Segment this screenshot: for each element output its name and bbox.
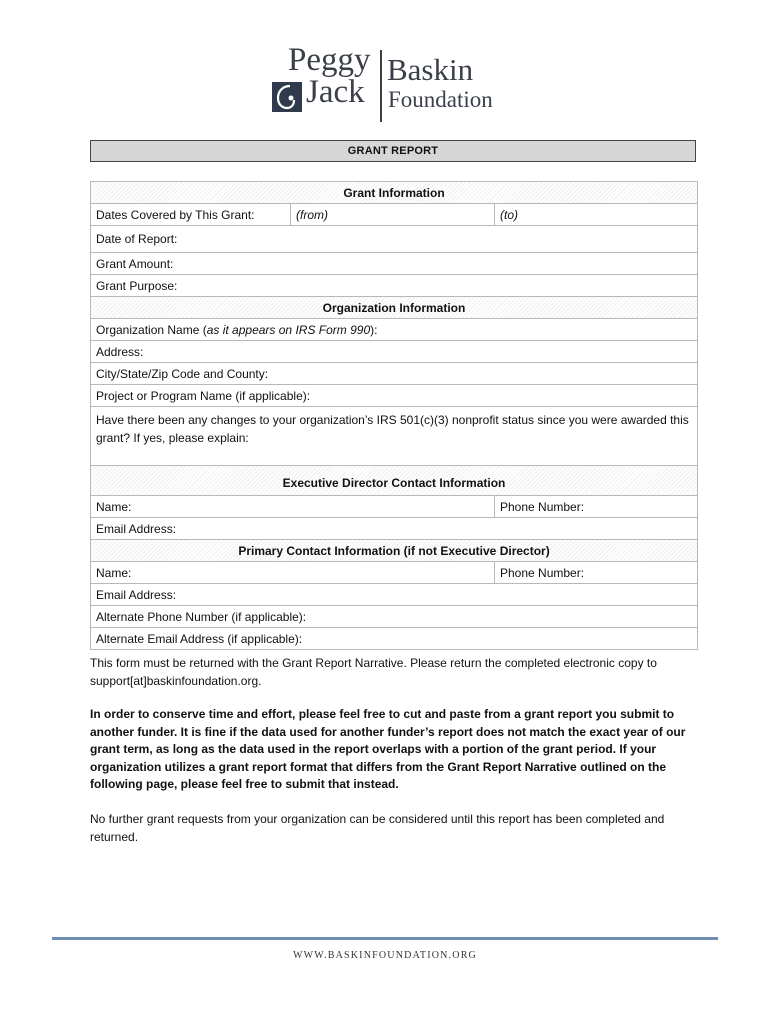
grant-amount-field[interactable]: Grant Amount: — [91, 253, 698, 275]
date-from-placeholder: (from) — [296, 207, 328, 222]
pc-name-field[interactable]: Name: — [91, 562, 495, 584]
conserve-effort-paragraph: In order to conserve time and effort, please feel free to cut and paste from a grant report you submit to another funder. It is fine if the data used for another funder’s report does not match the exact year of our grant term, as long as the data used in the report overlaps with a portion of the grant period. If your organization utilizes a grant report format that differs from the Grant Report Narrative outlined on the following page, please feel free to submit that instead. — [90, 707, 686, 791]
foundation-logo — [270, 44, 510, 128]
org-name-label-italic: as it appears on IRS Form 990 — [206, 322, 371, 337]
ed-phone-field[interactable]: Phone Number: — [495, 496, 698, 518]
alt-phone-field[interactable]: Alternate Phone Number (if applicable): — [91, 606, 698, 628]
footer-website: WWW.BASKINFOUNDATION.ORG — [293, 950, 477, 961]
logo-word-peggy: Peggy — [288, 42, 371, 78]
logo-divider — [380, 50, 382, 122]
address-field[interactable]: Address: — [91, 341, 698, 363]
logo-mark-icon — [272, 82, 302, 112]
pc-phone-field[interactable]: Phone Number: — [495, 562, 698, 584]
project-name-field[interactable]: Project or Program Name (if applicable): — [91, 385, 698, 407]
section-grant-information: Grant Information — [91, 182, 698, 204]
city-state-zip-field[interactable]: City/State/Zip Code and County: — [91, 363, 698, 385]
section-organization-information: Organization Information — [91, 297, 698, 319]
grant-purpose-field[interactable]: Grant Purpose: — [91, 275, 698, 297]
date-from-field[interactable] — [291, 204, 495, 226]
alt-email-field[interactable]: Alternate Email Address (if applicable): — [91, 628, 698, 650]
org-name-label-prefix: Organization Name ( — [96, 322, 207, 337]
logo-word-foundation: Foundation — [388, 87, 493, 112]
grant-report-form — [90, 181, 698, 650]
dates-covered-label: Dates Covered by This Grant: — [91, 204, 291, 226]
ed-email-field[interactable]: Email Address: — [91, 518, 698, 540]
page-title: GRANT REPORT — [90, 140, 696, 162]
date-to-field[interactable] — [495, 204, 698, 226]
status-changes-field[interactable]: Have there been any changes to your organization’s IRS 501(c)(3) nonprofit status since you were awarded this grant? If yes, please explain: — [91, 407, 698, 466]
org-name-label-suffix: ): — [370, 322, 378, 337]
section-executive-director-contact: Executive Director Contact Information — [91, 466, 698, 496]
ed-name-field[interactable]: Name: — [91, 496, 495, 518]
date-of-report-field[interactable]: Date of Report: — [91, 226, 698, 253]
logo-word-jack: Jack — [306, 74, 365, 110]
section-primary-contact: Primary Contact Information (if not Executive Director) — [91, 540, 698, 562]
logo-word-baskin: Baskin — [387, 52, 474, 87]
footer-divider — [52, 937, 718, 940]
return-instructions-paragraph: This form must be returned with the Grant Report Narrative. Please return the completed electronic copy to support[at]baskinfoundation.org. — [90, 656, 657, 688]
no-further-requests-paragraph: No further grant requests from your organization can be considered until this report has been completed and returned. — [90, 812, 665, 844]
organization-name-field[interactable] — [91, 319, 698, 341]
pc-email-field[interactable]: Email Address: — [91, 584, 698, 606]
date-to-placeholder: (to) — [500, 207, 518, 222]
